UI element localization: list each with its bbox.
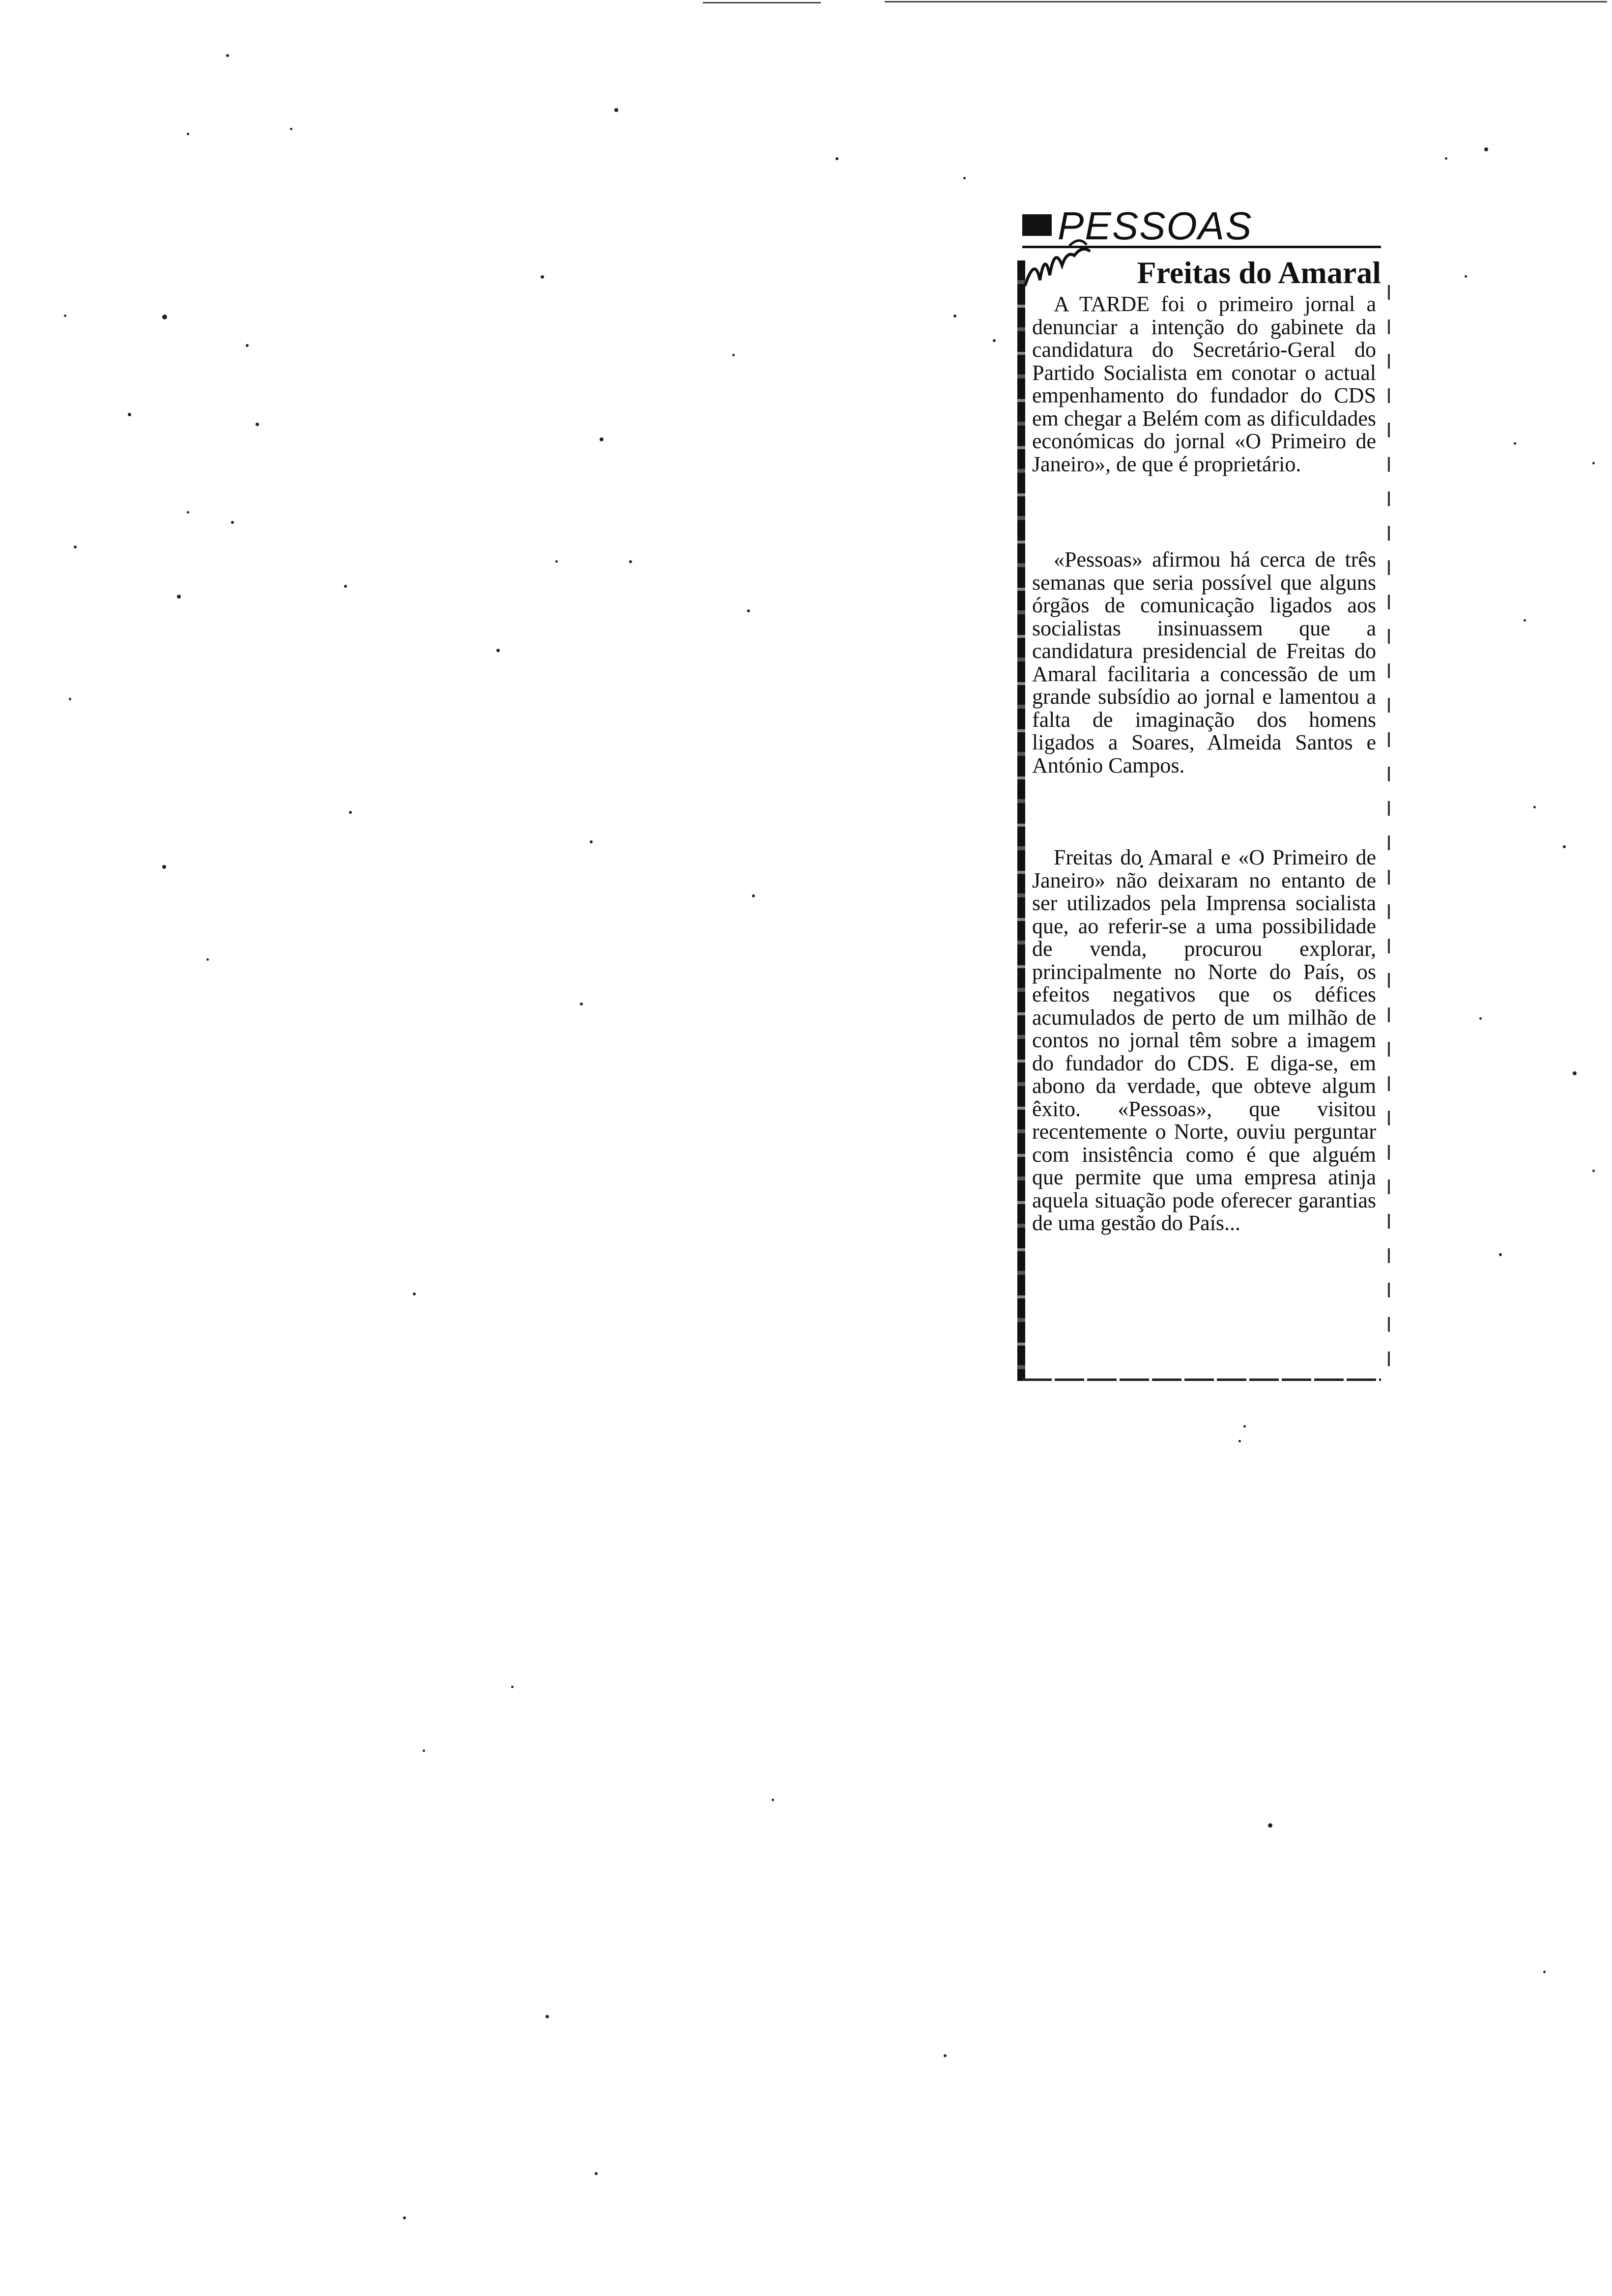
article-paragraph: «Pessoas» afirmou há cerca de três semanas que seria possível que alguns órgãos de comunicação ligados aos socialistas insinuassem que a candidatura presidencial de Freitas do Amaral facilitaria a concessão de um grande subsídio ao jornal e lamentou a falta de imaginação dos homens ligados a Soares, Almeida Santos e António Campos. bbox=[1032, 547, 1376, 777]
speck bbox=[1514, 442, 1516, 445]
speck bbox=[349, 811, 352, 814]
newspaper-clipping bbox=[1017, 206, 1381, 1381]
speck bbox=[546, 2015, 549, 2018]
speck bbox=[162, 865, 166, 869]
speck bbox=[162, 315, 167, 319]
speck bbox=[1484, 147, 1488, 151]
clipping-edge bbox=[1017, 260, 1025, 1381]
speck bbox=[69, 698, 71, 700]
speck bbox=[1573, 1071, 1577, 1075]
speck bbox=[246, 344, 249, 347]
speck bbox=[1592, 462, 1595, 464]
speck bbox=[511, 1686, 514, 1688]
speck bbox=[1243, 1425, 1246, 1428]
speck bbox=[1543, 1971, 1546, 1973]
speck bbox=[1524, 619, 1526, 622]
scan-edge-line bbox=[703, 2, 821, 3]
speck bbox=[1592, 1170, 1595, 1172]
section-marker-icon bbox=[1022, 214, 1052, 236]
speck bbox=[226, 54, 229, 57]
speck bbox=[953, 315, 956, 317]
speck bbox=[403, 2216, 406, 2219]
speck bbox=[590, 840, 593, 843]
speck bbox=[595, 2172, 598, 2175]
speck bbox=[1268, 1823, 1272, 1828]
speck bbox=[344, 585, 347, 588]
clipping-edge bbox=[1022, 1378, 1381, 1381]
speck bbox=[187, 133, 189, 135]
speck bbox=[1479, 1017, 1482, 1020]
speck bbox=[496, 649, 500, 652]
section-label: PESSOAS bbox=[1058, 204, 1253, 248]
speck bbox=[74, 545, 77, 548]
speck bbox=[772, 1799, 774, 1801]
speck bbox=[1563, 845, 1566, 848]
speck bbox=[614, 108, 618, 112]
speck bbox=[993, 339, 996, 342]
speck bbox=[555, 560, 558, 563]
speck bbox=[231, 521, 234, 524]
speck bbox=[256, 423, 259, 426]
speck bbox=[177, 595, 181, 599]
speck bbox=[944, 2054, 947, 2057]
speck bbox=[1238, 1440, 1241, 1442]
speck bbox=[963, 177, 966, 179]
speck bbox=[600, 437, 604, 441]
clipping-edge bbox=[1388, 285, 1390, 1376]
scan-edge-line bbox=[885, 1, 1607, 2]
speck bbox=[541, 275, 544, 279]
speck bbox=[187, 511, 189, 514]
speck bbox=[206, 958, 209, 961]
speck bbox=[1533, 806, 1536, 808]
speck bbox=[1445, 157, 1447, 160]
speck bbox=[128, 413, 131, 416]
article-paragraph: Freitas do Amaral e «O Primeiro de Janeiro» não deixaram no entanto de ser utilizados pela Imprensa socialista que, ao referir-se a uma possibilidade de venda, procurou explorar, principalmente no Norte do País, os efeitos negativos que os défices acumulados de perto de um milhão de contos no jornal têm sobre a imagem do fundador do CDS. E diga-se, em abono da verdade, que obteve algum êxito. «Pessoas», que visitou recentemente o Norte, ouviu perguntar com insistência como é que alguém que permite que uma empresa atinja aquela situação pode oferecer garantias de uma gestão do País... bbox=[1032, 845, 1376, 1235]
speck bbox=[580, 1003, 583, 1005]
speck bbox=[64, 315, 66, 317]
speck bbox=[423, 1750, 425, 1752]
speck bbox=[1499, 1253, 1502, 1256]
headline: Freitas do Amaral bbox=[1137, 255, 1381, 290]
speck bbox=[747, 609, 750, 612]
speck bbox=[290, 128, 292, 130]
speck bbox=[413, 1292, 416, 1295]
speck bbox=[732, 354, 735, 356]
speck bbox=[752, 894, 755, 897]
speck bbox=[1465, 275, 1467, 278]
speck bbox=[629, 560, 632, 563]
article-paragraph: A TARDE foi o primeiro jornal a denunciar a intenção do gabinete da candidatura do Secretário-Geral do Partido Socialista em conotar o actual empenhamento do fundador do CDS em chegar a Belém com as dificuldades económicas do jornal «O Primeiro de Janeiro», de que é proprietário. bbox=[1032, 292, 1376, 476]
speck bbox=[835, 157, 838, 160]
